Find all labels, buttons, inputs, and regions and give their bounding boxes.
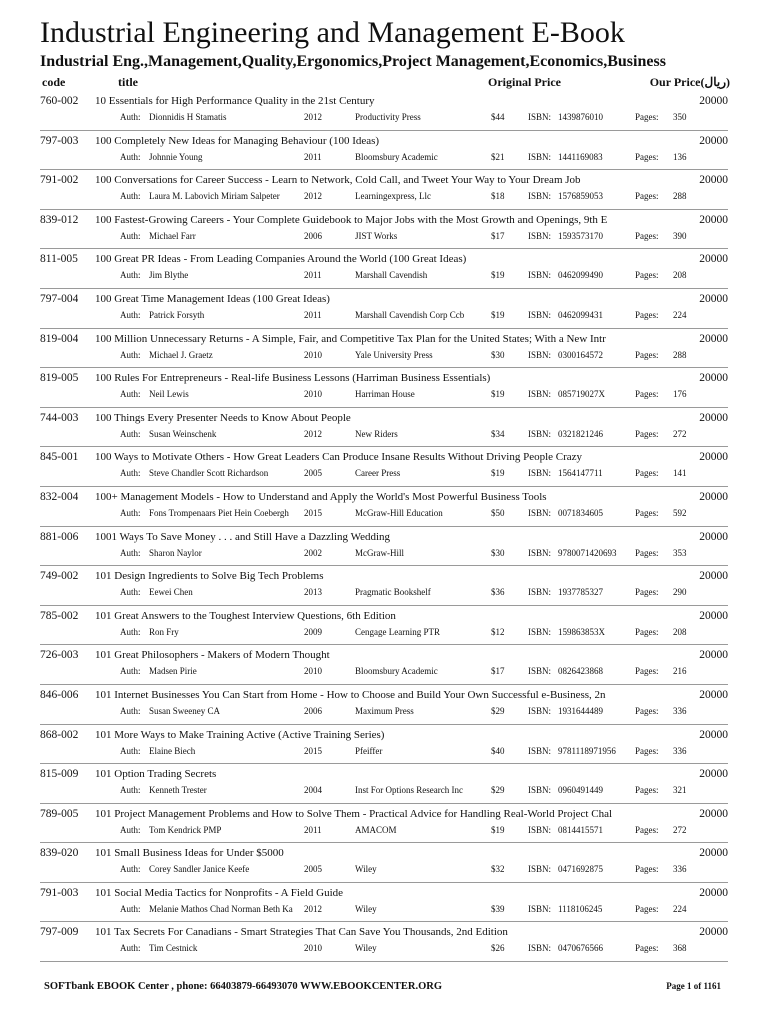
entry-our-price: 20000 — [699, 95, 728, 107]
entry-pages-label: Pages: — [635, 785, 659, 796]
entry-auth-label: Auth: — [120, 507, 141, 518]
book-entry — [40, 566, 728, 606]
entry-title: 1001 Ways To Save Money . . . and Still Have a Dazzling Wedding — [95, 530, 391, 543]
entry-isbn: 0814415571 — [558, 824, 603, 835]
entry-code: 868-002 — [40, 728, 79, 741]
entry-author: Patrick Forsyth — [149, 309, 205, 320]
entry-pages-label: Pages: — [635, 389, 659, 400]
entry-title: 101 Small Business Ideas for Under $5000 — [95, 847, 284, 860]
entry-author: Dionnidis H Stamatis — [149, 112, 227, 122]
entry-auth-label: Auth: — [120, 824, 141, 835]
entry-isbn-label: ISBN: — [528, 745, 552, 756]
column-header-title: title — [118, 75, 138, 89]
entry-our-price: 20000 — [699, 451, 728, 464]
entry-year: 2010 — [304, 349, 322, 360]
entry-original-price: $17 — [491, 666, 505, 677]
entry-author: Kenneth Trester — [149, 785, 207, 796]
entry-original-price: $50 — [491, 507, 505, 518]
entry-author: Neil Lewis — [149, 389, 189, 400]
book-entry — [40, 527, 728, 567]
entry-publisher: Career Press — [355, 468, 401, 479]
entry-pages: 368 — [673, 943, 687, 954]
entry-code: 881-006 — [40, 530, 79, 543]
entry-auth-label: Auth: — [120, 230, 141, 241]
entry-author: Jim Blythe — [149, 270, 189, 281]
entry-publisher: Bloomsbury Academic — [355, 151, 438, 162]
entry-original-price: $30 — [491, 547, 505, 558]
entry-pages: 321 — [673, 785, 687, 796]
entry-code: 839-020 — [40, 847, 79, 860]
book-entry — [40, 408, 728, 448]
entry-original-price: $26 — [491, 943, 505, 954]
entry-our-price: 20000 — [699, 570, 728, 583]
entry-our-price: 20000 — [699, 649, 728, 662]
entry-year: 2006 — [304, 705, 322, 716]
entry-pages-label: Pages: — [635, 587, 659, 598]
entry-title: 101 Tax Secrets For Canadians - Smart Strategies That Can Save You Thousands, 2nd Edition — [95, 926, 508, 939]
entry-pages-label: Pages: — [635, 270, 659, 281]
entry-code: 744-003 — [40, 411, 79, 424]
entry-original-price: $19 — [491, 824, 505, 835]
entry-isbn-label: ISBN: — [528, 270, 552, 281]
entry-code: 749-002 — [40, 570, 79, 583]
entry-year: 2006 — [304, 230, 322, 241]
entry-publisher: Productivity Press — [355, 112, 421, 122]
entry-pages: 336 — [673, 745, 687, 756]
entry-our-price: 20000 — [699, 728, 728, 741]
entry-isbn: 085719027X — [558, 389, 605, 400]
entry-original-price: $19 — [491, 270, 505, 281]
entry-pages-label: Pages: — [635, 626, 659, 637]
entry-isbn: 1931644489 — [558, 705, 603, 716]
book-entry — [40, 249, 728, 289]
entry-isbn-label: ISBN: — [528, 507, 552, 518]
entry-auth-label: Auth: — [120, 270, 141, 281]
entry-isbn: 0462099490 — [558, 270, 603, 281]
entry-year: 2011 — [304, 824, 322, 835]
entry-our-price: 20000 — [699, 807, 728, 820]
entry-title: 100 Rules For Entrepreneurs - Real-life Business Lessons (Harriman Business Essentials) — [95, 372, 491, 385]
entry-code: 815-009 — [40, 768, 79, 781]
entry-year: 2015 — [304, 745, 322, 756]
entry-isbn-label: ISBN: — [528, 191, 552, 202]
entry-original-price: $44 — [491, 112, 505, 122]
entry-original-price: $17 — [491, 230, 505, 241]
entry-auth-label: Auth: — [120, 705, 141, 716]
entry-year: 2004 — [304, 785, 322, 796]
entry-isbn-label: ISBN: — [528, 428, 552, 439]
entry-pages: 176 — [673, 389, 687, 400]
entry-author: Johnnie Young — [149, 151, 203, 162]
entry-code: 789-005 — [40, 807, 79, 820]
entry-our-price: 20000 — [699, 926, 728, 939]
column-header-original-price: Original Price — [488, 75, 561, 89]
entry-our-price: 20000 — [699, 292, 728, 305]
entry-our-price: 20000 — [699, 768, 728, 781]
book-entry — [40, 685, 728, 725]
footer-contact: SOFTbank EBOOK Center , phone: 66403879-66493070 WWW.EBOOKCENTER.ORG — [44, 981, 442, 992]
entry-author: Eewei Chen — [149, 587, 193, 598]
entry-isbn-label: ISBN: — [528, 666, 552, 677]
entry-our-price: 20000 — [699, 253, 728, 266]
entry-our-price: 20000 — [699, 332, 728, 345]
entry-pages: 141 — [673, 468, 687, 479]
page-title: Industrial Engineering and Management E-Book — [40, 16, 625, 49]
entry-code: 819-005 — [40, 372, 79, 385]
entry-code: 839-012 — [40, 213, 79, 226]
entry-publisher: Pfeiffer — [355, 745, 383, 756]
entry-original-price: $36 — [491, 587, 505, 598]
entry-pages-label: Pages: — [635, 943, 659, 954]
entry-pages: 216 — [673, 666, 687, 677]
entry-isbn: 1441169083 — [558, 151, 603, 162]
entry-pages-label: Pages: — [635, 230, 659, 241]
entry-pages-label: Pages: — [635, 151, 659, 162]
entry-pages-label: Pages: — [635, 428, 659, 439]
entry-publisher: AMACOM — [355, 824, 397, 835]
entry-year: 2010 — [304, 943, 322, 954]
entry-isbn-label: ISBN: — [528, 468, 552, 479]
entry-isbn-label: ISBN: — [528, 309, 552, 320]
entry-publisher: McGraw-Hill — [355, 547, 404, 558]
entry-title: 100 Completely New Ideas for Managing Behaviour (100 Ideas) — [95, 134, 380, 147]
book-entry — [40, 329, 728, 369]
entry-year: 2010 — [304, 389, 322, 400]
entry-original-price: $18 — [491, 191, 505, 202]
entry-year: 2011 — [304, 151, 322, 162]
entry-auth-label: Auth: — [120, 943, 141, 954]
entry-isbn: 0071834605 — [558, 507, 603, 518]
entry-pages: 208 — [673, 626, 687, 637]
entry-pages-label: Pages: — [635, 507, 659, 518]
entry-our-price: 20000 — [699, 847, 728, 860]
entry-isbn-label: ISBN: — [528, 547, 552, 558]
entry-code: 845-001 — [40, 451, 79, 464]
entry-title: 100 Great PR Ideas - From Leading Companies Around the World (100 Great Ideas) — [95, 253, 467, 266]
entry-code: 832-004 — [40, 490, 79, 503]
entry-auth-label: Auth: — [120, 666, 141, 677]
book-entry — [40, 764, 728, 804]
entry-pages-label: Pages: — [635, 309, 659, 320]
entry-author: Susan Weinschenk — [149, 428, 217, 439]
entry-pages: 592 — [673, 507, 687, 518]
entry-year: 2013 — [304, 587, 322, 598]
column-header-code: code — [42, 75, 66, 89]
entry-year: 2005 — [304, 468, 322, 479]
entry-isbn-label: ISBN: — [528, 587, 552, 598]
entry-isbn-label: ISBN: — [528, 864, 552, 875]
entry-auth-label: Auth: — [120, 903, 141, 914]
entry-pages: 350 — [673, 112, 687, 122]
entry-title: 10 Essentials for High Performance Quality in the 21st Century — [95, 95, 375, 107]
entry-title: 100 Ways to Motivate Others - How Great Leaders Can Produce Insane Results Without Driving People Crazy — [95, 451, 583, 464]
entry-pages-label: Pages: — [635, 112, 659, 122]
entry-title: 101 More Ways to Make Training Active (Active Training Series) — [95, 728, 385, 741]
entry-year: 2011 — [304, 270, 322, 281]
entry-author: Laura M. Labovich Miriam Salpeter — [149, 191, 280, 202]
entry-pages-label: Pages: — [635, 547, 659, 558]
entry-code: 797-004 — [40, 292, 79, 305]
book-entry — [40, 645, 728, 685]
entry-author: Susan Sweeney CA — [149, 705, 220, 716]
entry-author: Elaine Biech — [149, 745, 196, 756]
entry-title: 101 Option Trading Secrets — [95, 768, 217, 781]
entry-auth-label: Auth: — [120, 112, 141, 122]
book-entry — [40, 210, 728, 250]
page-subtitle: Industrial Eng.,Management,Quality,Ergonomics,Project Management,Economics,Business — [40, 53, 666, 70]
entry-year: 2005 — [304, 864, 322, 875]
entry-author: Tom Kendrick PMP — [149, 824, 222, 835]
entry-year: 2012 — [304, 191, 322, 202]
entry-pages: 336 — [673, 705, 687, 716]
entry-publisher: Pragmatic Bookshelf — [355, 587, 431, 598]
entry-code: 811-005 — [40, 253, 78, 266]
book-entry — [40, 922, 728, 962]
entry-title: 101 Social Media Tactics for Nonprofits - A Field Guide — [95, 886, 344, 899]
entry-our-price: 20000 — [699, 213, 728, 226]
entry-author: Michael Farr — [149, 230, 196, 241]
entry-year: 2012 — [304, 428, 322, 439]
entry-publisher: Marshall Cavendish — [355, 270, 428, 281]
entry-year: 2015 — [304, 507, 322, 518]
entry-isbn-label: ISBN: — [528, 151, 552, 162]
entry-isbn: 159863853X — [558, 626, 605, 637]
entry-author: Michael J. Graetz — [149, 349, 213, 360]
entry-auth-label: Auth: — [120, 151, 141, 162]
entry-publisher: JIST Works — [355, 230, 398, 241]
entry-author: Steve Chandler Scott Richardson — [149, 468, 269, 479]
entry-pages-label: Pages: — [635, 666, 659, 677]
entry-original-price: $21 — [491, 151, 505, 162]
entry-year: 2011 — [304, 309, 322, 320]
entry-pages: 290 — [673, 587, 687, 598]
entry-title: 100+ Management Models - How to Understand and Apply the World's Most Powerful Business Tools — [95, 490, 547, 503]
entry-original-price: $40 — [491, 745, 505, 756]
entry-our-price: 20000 — [699, 490, 728, 503]
entry-isbn: 1576859053 — [558, 191, 603, 202]
entry-pages: 336 — [673, 864, 687, 875]
entry-original-price: $29 — [491, 785, 505, 796]
entry-isbn: 1937785327 — [558, 587, 603, 598]
entry-auth-label: Auth: — [120, 428, 141, 439]
entry-pages-label: Pages: — [635, 903, 659, 914]
book-entry — [40, 804, 728, 844]
entry-author: Fons Trompenaars Piet Hein Coebergh — [149, 507, 289, 518]
book-entry — [40, 883, 728, 923]
entry-isbn: 1593573170 — [558, 230, 603, 241]
entry-pages: 272 — [673, 428, 687, 439]
entry-title: 101 Internet Businesses You Can Start from Home - How to Choose and Build Your Own Successful e-Business, 2n — [95, 688, 606, 701]
entry-code: 791-003 — [40, 886, 79, 899]
entry-pages-label: Pages: — [635, 745, 659, 756]
entry-our-price: 20000 — [699, 530, 728, 543]
book-entry — [40, 447, 728, 487]
entry-title: 101 Great Answers to the Toughest Interview Questions, 6th Edition — [95, 609, 396, 622]
entry-title: 100 Great Time Management Ideas (100 Great Ideas) — [95, 292, 330, 305]
entry-isbn: 0471692875 — [558, 864, 603, 875]
entry-author: Sharon Naylor — [149, 547, 202, 558]
entry-original-price: $19 — [491, 468, 505, 479]
entry-auth-label: Auth: — [120, 587, 141, 598]
entry-our-price: 20000 — [699, 411, 728, 424]
entry-publisher: Wiley — [355, 903, 377, 914]
entry-author: Ron Fry — [149, 626, 179, 637]
entry-year: 2012 — [304, 903, 322, 914]
entry-publisher: Inst For Options Research Inc — [355, 785, 463, 796]
entry-publisher: Maximum Press — [355, 705, 414, 716]
entry-year: 2012 — [304, 112, 322, 122]
entry-original-price: $34 — [491, 428, 505, 439]
entry-publisher: Yale University Press — [355, 349, 433, 360]
entry-pages: 224 — [673, 903, 687, 914]
entry-isbn-label: ISBN: — [528, 389, 552, 400]
entry-code: 791-002 — [40, 174, 79, 187]
entry-title: 100 Fastest-Growing Careers - Your Complete Guidebook to Major Jobs with the Most Growth and Openings, 9th E — [95, 213, 608, 226]
entry-pages: 353 — [673, 547, 687, 558]
entry-isbn: 9781118971956 — [558, 745, 616, 756]
entry-pages-label: Pages: — [635, 824, 659, 835]
entry-our-price: 20000 — [699, 688, 728, 701]
entry-auth-label: Auth: — [120, 745, 141, 756]
entry-publisher: Harriman House — [355, 389, 415, 400]
entry-isbn: 0462099431 — [558, 309, 603, 320]
entry-isbn: 0826423868 — [558, 666, 603, 677]
entry-publisher: Marshall Cavendish Corp Ccb — [355, 309, 465, 320]
book-entry — [40, 131, 728, 171]
entry-isbn-label: ISBN: — [528, 230, 552, 241]
column-header-our-price: Our Price(ريال) — [649, 75, 730, 89]
book-entry — [40, 289, 728, 329]
entry-pages: 272 — [673, 824, 687, 835]
entry-title: 100 Things Every Presenter Needs to Know About People — [95, 411, 351, 424]
entry-pages: 136 — [673, 151, 687, 162]
book-entry — [40, 368, 728, 408]
entry-original-price: $19 — [491, 389, 505, 400]
entry-code: 785-002 — [40, 609, 79, 622]
book-entry — [40, 487, 728, 527]
entry-auth-label: Auth: — [120, 389, 141, 400]
entry-title: 101 Design Ingredients to Solve Big Tech Problems — [95, 570, 324, 583]
entry-original-price: $12 — [491, 626, 505, 637]
entry-code: 846-006 — [40, 688, 79, 701]
entry-year: 2010 — [304, 666, 322, 677]
entry-isbn-label: ISBN: — [528, 349, 552, 360]
entry-title: 100 Million Unnecessary Returns - A Simple, Fair, and Competitive Tax Plan for the United States; With a New Intr — [95, 332, 606, 345]
book-entry — [40, 170, 728, 210]
entry-pages: 288 — [673, 349, 687, 360]
entry-pages-label: Pages: — [635, 468, 659, 479]
entry-isbn-label: ISBN: — [528, 112, 552, 122]
entry-year: 2009 — [304, 626, 322, 637]
book-entry — [40, 843, 728, 883]
entry-original-price: $32 — [491, 864, 505, 875]
entry-original-price: $29 — [491, 705, 505, 716]
entry-author: Madsen Pirie — [149, 666, 197, 677]
entry-code: 760-002 — [40, 95, 79, 107]
entry-publisher: Cengage Learning PTR — [355, 626, 440, 637]
entry-our-price: 20000 — [699, 134, 728, 147]
entry-pages-label: Pages: — [635, 349, 659, 360]
entry-author: Melanie Mathos Chad Norman Beth Ka — [149, 903, 293, 914]
entry-auth-label: Auth: — [120, 309, 141, 320]
entry-code: 726-003 — [40, 649, 79, 662]
entry-author: Corey Sandler Janice Keefe — [149, 864, 250, 875]
entry-code: 797-009 — [40, 926, 79, 939]
entry-isbn: 0300164572 — [558, 349, 603, 360]
entry-author: Tim Cestnick — [149, 943, 198, 954]
entry-auth-label: Auth: — [120, 864, 141, 875]
entry-publisher: McGraw-Hill Education — [355, 507, 443, 518]
book-entry — [40, 725, 728, 765]
entry-title: 100 Conversations for Career Success - Learn to Network, Cold Call, and Tweet Your Way to Your Dream Job — [95, 174, 581, 187]
entry-isbn: 0960491449 — [558, 785, 603, 796]
entry-pages: 390 — [673, 230, 687, 241]
entry-auth-label: Auth: — [120, 547, 141, 558]
entry-publisher: Wiley — [355, 943, 377, 954]
entry-title: 101 Project Management Problems and How to Solve Them - Practical Advice for Handling Real-World Project Chal — [95, 807, 613, 820]
entry-pages: 208 — [673, 270, 687, 281]
entry-code: 819-004 — [40, 332, 79, 345]
entry-original-price: $39 — [491, 903, 505, 914]
book-entry — [40, 606, 728, 646]
entry-original-price: $30 — [491, 349, 505, 360]
entry-isbn: 0470676566 — [558, 943, 603, 954]
entry-publisher: Bloomsbury Academic — [355, 666, 438, 677]
footer-page-number: Page 1 of 1161 — [666, 981, 721, 991]
entry-year: 2002 — [304, 547, 322, 558]
entry-auth-label: Auth: — [120, 626, 141, 637]
entry-pages-label: Pages: — [635, 864, 659, 875]
entry-pages-label: Pages: — [635, 191, 659, 202]
entry-pages: 224 — [673, 309, 687, 320]
entry-pages: 288 — [673, 191, 687, 202]
entry-isbn: 9780071420693 — [558, 547, 617, 558]
entry-isbn: 1564147711 — [558, 468, 603, 479]
entry-isbn-label: ISBN: — [528, 824, 552, 835]
entry-publisher: Learningexpress, Llc — [355, 191, 431, 202]
entry-isbn-label: ISBN: — [528, 626, 552, 637]
entry-isbn-label: ISBN: — [528, 943, 552, 954]
entry-isbn: 0321821246 — [558, 428, 603, 439]
entry-isbn-label: ISBN: — [528, 903, 552, 914]
entry-publisher: Wiley — [355, 864, 377, 875]
entry-our-price: 20000 — [699, 174, 728, 187]
entry-our-price: 20000 — [699, 372, 728, 385]
entry-auth-label: Auth: — [120, 349, 141, 360]
entry-isbn: 1118106245 — [558, 903, 603, 914]
entry-isbn-label: ISBN: — [528, 785, 552, 796]
entry-title: 101 Great Philosophers - Makers of Modern Thought — [95, 649, 330, 662]
entry-auth-label: Auth: — [120, 468, 141, 479]
entry-auth-label: Auth: — [120, 191, 141, 202]
entry-auth-label: Auth: — [120, 785, 141, 796]
entry-our-price: 20000 — [699, 886, 728, 899]
entry-isbn: 1439876010 — [558, 112, 603, 122]
entry-our-price: 20000 — [699, 609, 728, 622]
book-list — [0, 91, 768, 962]
entry-publisher: New Riders — [355, 428, 398, 439]
entry-isbn-label: ISBN: — [528, 705, 552, 716]
book-entry — [40, 91, 728, 131]
entry-code: 797-003 — [40, 134, 79, 147]
entry-original-price: $19 — [491, 309, 505, 320]
entry-pages-label: Pages: — [635, 705, 659, 716]
